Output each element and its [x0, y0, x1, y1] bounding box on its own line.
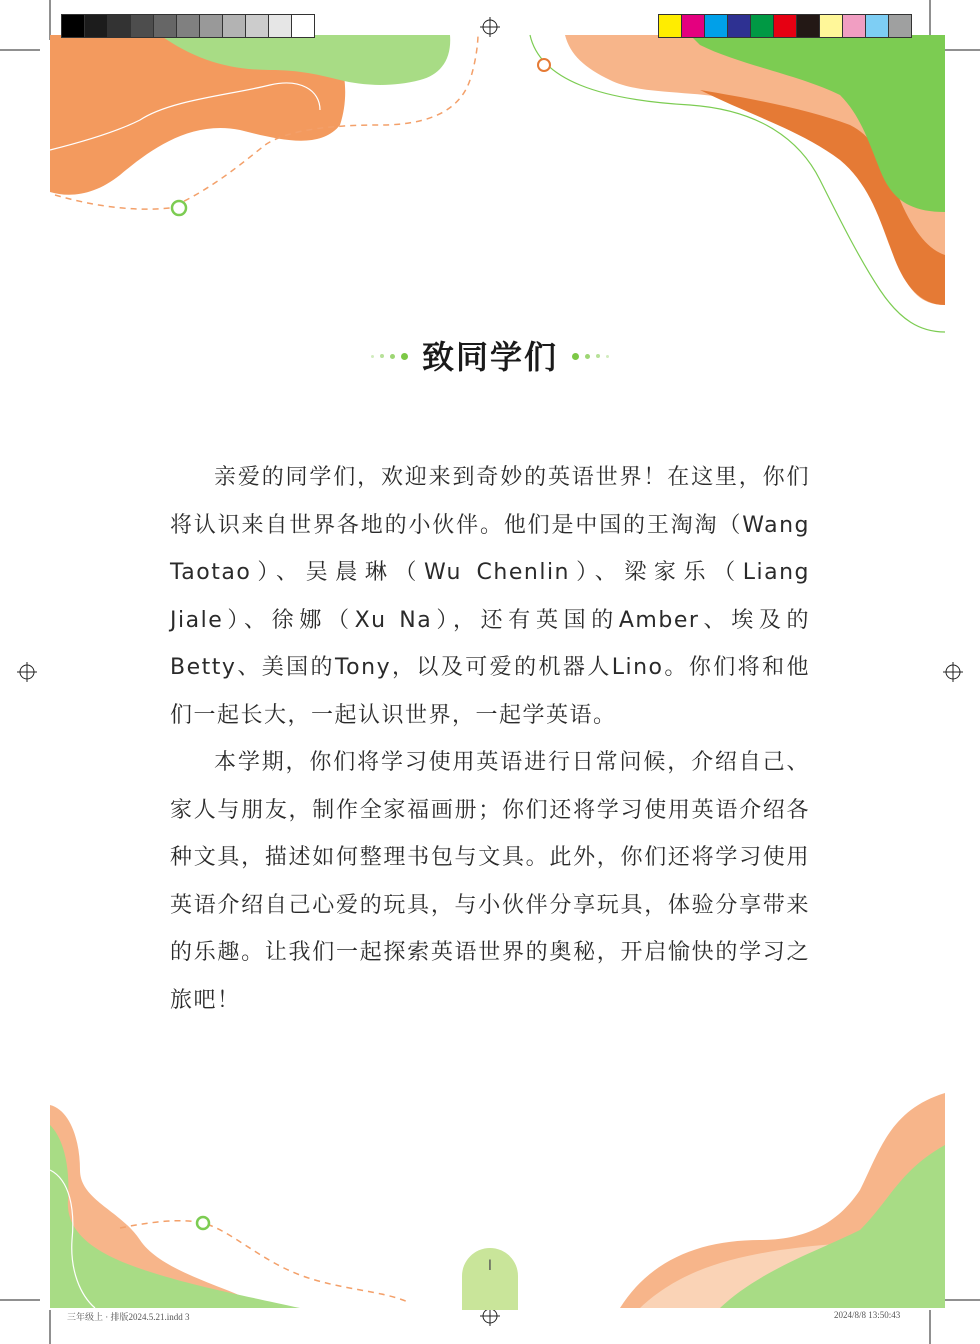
page-number: I [487, 1258, 493, 1274]
slug-file-info: 三年级上 · 排版2024.5.21.indd 3 [67, 1312, 190, 1322]
gray-swatch-4 [131, 15, 154, 37]
color-swatch-7 [797, 15, 820, 37]
title-block [0, 332, 980, 378]
gray-swatch-7 [200, 15, 223, 37]
title-left-dots [368, 346, 411, 365]
gray-swatch-2 [85, 15, 108, 37]
color-swatch-2 [682, 15, 705, 37]
grayscale-swatch-strip [61, 14, 315, 38]
gray-swatch-3 [108, 15, 131, 37]
color-swatch-1 [659, 15, 682, 37]
paragraph-2: 本学期，你们将学习使用英语进行日常问候，介绍自己、家人与朋友，制作全家福画册；你们还将学习使用英语介绍各种文具，描述如何整理书包与文具。此外，你们还将学习使用英语介绍自己心爱的玩具，与小伙伴分享玩具，体验分享带来的乐趣。让我们一起探索英语世界的奥秘，开启愉快的学习之旅吧！ [170, 750, 810, 1013]
gray-swatch-6 [177, 15, 200, 37]
gray-swatch-11 [292, 15, 314, 37]
color-swatch-5 [751, 15, 774, 37]
slug-timestamp: 2024/8/8 13:50:43 [834, 1310, 901, 1320]
page-title: 致同学们 [421, 338, 558, 376]
gray-swatch-10 [269, 15, 292, 37]
color-swatch-6 [774, 15, 797, 37]
color-swatch-4 [728, 15, 751, 37]
title-right-dots [569, 346, 612, 365]
gray-swatch-8 [223, 15, 246, 37]
color-swatch-10 [866, 15, 889, 37]
gray-swatch-5 [154, 15, 177, 37]
color-swatch-9 [843, 15, 866, 37]
gray-swatch-9 [246, 15, 269, 37]
color-swatch-11 [889, 15, 911, 37]
color-swatch-strip [658, 14, 912, 38]
letter-body [170, 454, 810, 1024]
color-swatch-3 [705, 15, 728, 37]
color-swatch-8 [820, 15, 843, 37]
gray-swatch-1 [62, 15, 85, 37]
paragraph-1: 亲爱的同学们，欢迎来到奇妙的英语世界！在这里，你们将认识来自世界各地的小伙伴。他们是中国的王淘淘（Wang Taotao）、吴晨琳（Wu Chenlin）、梁家乐（Liang Jiale）、徐娜（Xu Na），还有英国的Amber、埃及的Betty、美国的Tony，以及可爱的机器人Lino。你们将和他们一起长大，一起认识世界，一起学英语。 [170, 465, 810, 728]
page-number-tab [462, 1248, 518, 1310]
